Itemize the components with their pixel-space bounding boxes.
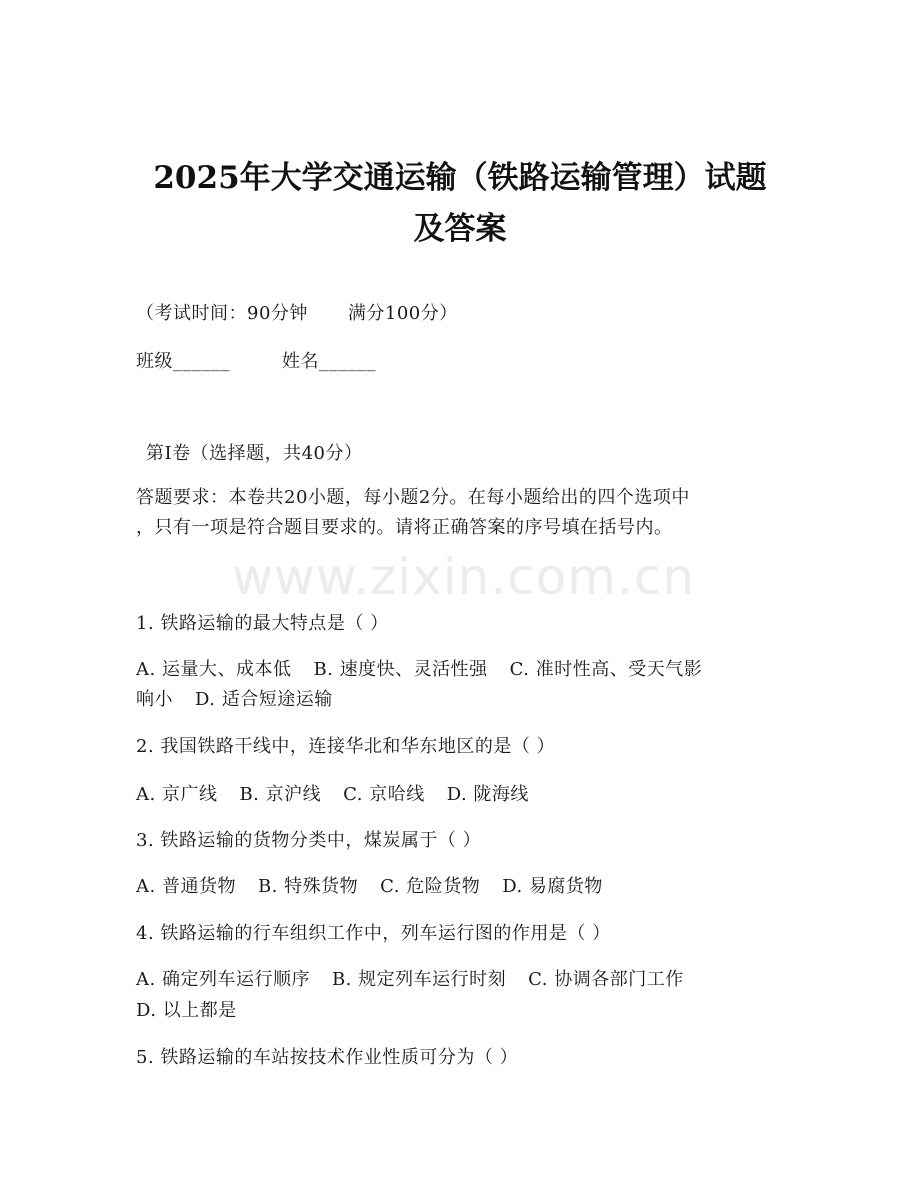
section-title: 第Ⅰ卷（选择题，共40分）	[146, 443, 363, 464]
option-b: B. 规定列车运行时刻	[331, 969, 507, 990]
question-1-stem: 1. 铁路运输的最大特点是（ ）	[136, 613, 389, 634]
exam-time: （考试时间：90分钟	[136, 303, 308, 324]
option-a: A. 京广线	[136, 784, 218, 805]
question-3-options	[136, 875, 603, 899]
option-c: C. 京哈线	[343, 784, 425, 805]
option-c: C. 协调各部门工作	[528, 969, 684, 990]
question-4-options	[136, 968, 684, 992]
option-a: A. 普通货物	[136, 876, 236, 897]
question-4-options-cont	[136, 999, 237, 1023]
question-1-options	[136, 658, 702, 682]
exam-meta	[136, 302, 458, 326]
option-a: A. 确定列车运行顺序	[136, 969, 310, 990]
document-title-line1: 2025年大学交通运输（铁路运输管理）试题	[153, 160, 767, 196]
full-score: 满分100分）	[347, 303, 458, 324]
document-title-line2: 及答案	[413, 211, 507, 247]
question-2-stem: 2. 我国铁路干线中，连接华北和华东地区的是（ ）	[136, 736, 556, 757]
option-d: D. 适合短途运输	[195, 689, 333, 710]
option-c: C. 准时性高、受天气影	[509, 659, 703, 680]
requirement-line1: 答题要求：本卷共20小题，每小题2分。在每小题给出的四个选项中	[136, 487, 690, 508]
option-c-cont: 响小	[136, 689, 173, 710]
student-info	[136, 350, 376, 374]
option-b: B. 特殊货物	[257, 876, 359, 897]
option-b: B. 京沪线	[239, 784, 322, 805]
option-d: D. 陇海线	[446, 784, 529, 805]
watermark: www.zixin.com.cn	[232, 548, 696, 606]
question-2-options	[136, 783, 529, 807]
question-1-options-cont	[136, 688, 333, 712]
name-label: 姓名______	[282, 351, 376, 372]
question-5-stem: 5. 铁路运输的车站按技术作业性质可分为（ ）	[136, 1047, 519, 1068]
question-4-stem: 4. 铁路运输的行车组织工作中，列车运行图的作用是（ ）	[136, 923, 611, 944]
requirement-line2: ，只有一项是符合题目要求的。请将正确答案的序号填在括号内。	[136, 517, 673, 538]
option-c: C. 危险货物	[380, 876, 481, 897]
option-d: D. 以上都是	[136, 1000, 237, 1021]
option-a: A. 运量大、成本低	[136, 659, 292, 680]
class-label: 班级______	[136, 351, 230, 372]
question-3-stem: 3. 铁路运输的货物分类中，煤炭属于（ ）	[136, 830, 482, 851]
option-b: B. 速度快、灵活性强	[313, 659, 488, 680]
option-d: D. 易腐货物	[502, 876, 603, 897]
